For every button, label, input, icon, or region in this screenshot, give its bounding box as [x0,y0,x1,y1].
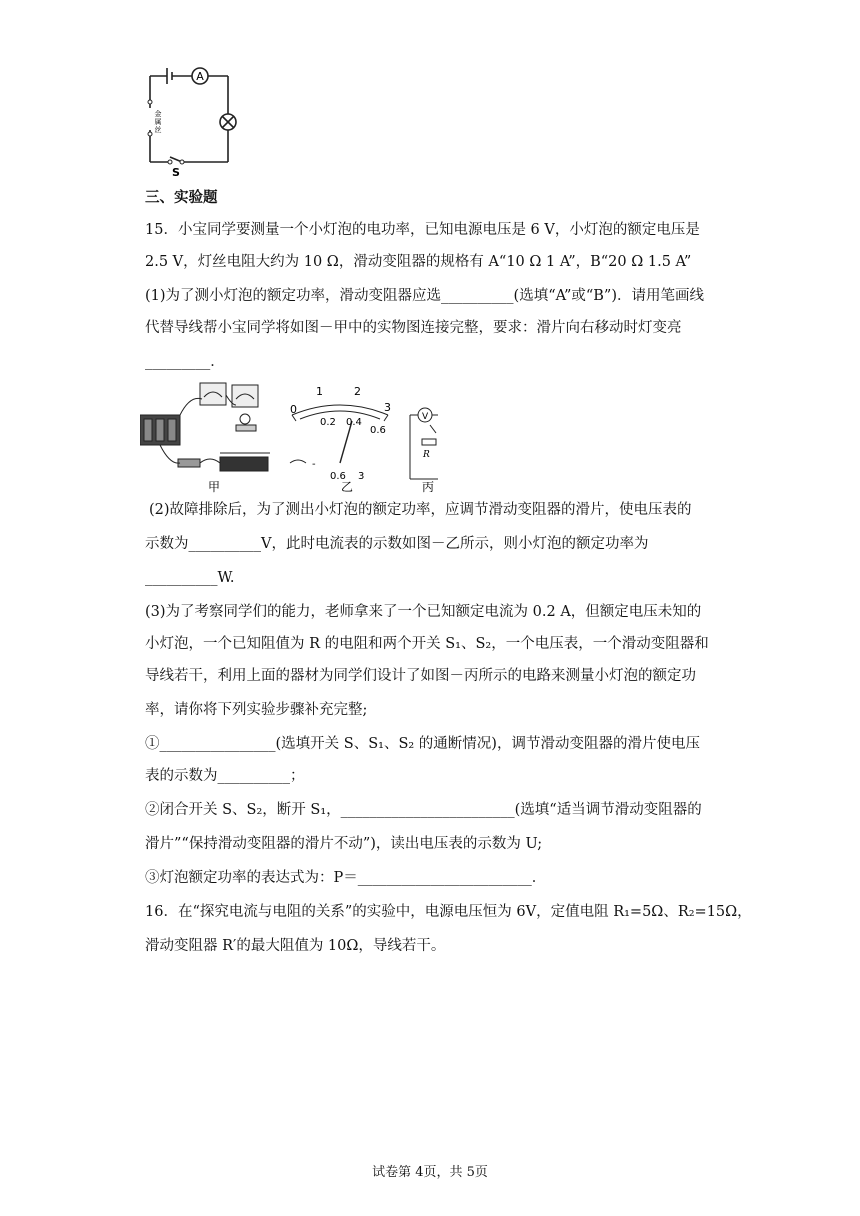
q15-line-2: 2.5 V，灯丝电阻大约为 10 Ω，滑动变阻器的规格有 A“10 Ω 1 A”，B“20 Ω 1.5 A” [145,254,692,270]
svg-text:0.6: 0.6 [330,471,346,482]
q15-line-10: 小灯泡，一个已知阻值为 R 的电阻和两个开关 S₁、S₂，一个电压表，一个滑动变阻器和 [145,636,709,652]
svg-text:R: R [423,450,430,460]
label-bing: 丙 [421,480,435,494]
svg-text:属: 属 [154,118,162,126]
q15-line-9: (3)为了考察同学们的能力，老师拿来了一个已知额定电流为 0.2 A，但额定电压未知的 [145,604,702,620]
q16-line-2: 滑动变阻器 R′的最大阻值为 10Ω，导线若干。 [145,938,446,954]
q15-line-15: ②闭合开关 S、S₂，断开 S₁，________________________(选填“适当调节滑动变阻器的 [145,802,702,818]
svg-text:3: 3 [358,471,365,482]
svg-text:0: 0 [290,403,297,416]
page-footer: 试卷第 4页，共 5页 [372,1165,488,1180]
svg-text:0.4: 0.4 [346,417,362,428]
q15-line-1: 15．小宝同学要测量一个小灯泡的电功率，已知电源电压是 6 V，小灯泡的额定电压是 [145,222,700,238]
svg-text:0.2: 0.2 [320,417,336,428]
switch-label: S [172,166,180,178]
svg-text:金: 金 [154,110,162,118]
figure-jia-apparatus [140,383,270,471]
q15-line-12: 率，请你将下列实验步骤补充完整; [145,702,368,718]
q15-line-13: ①________________(选填开关 S、S₁、S₂ 的通断情况)，调节滑动变阻器的滑片使电压 [145,736,700,752]
experiment-figures [140,375,440,497]
svg-text:丝: 丝 [154,126,162,134]
circuit-diagram-metal-wire [140,64,240,178]
label-jia: 甲 [207,480,221,494]
svg-text:-: - [312,459,316,470]
svg-text:1: 1 [316,385,323,398]
q15-line-7: 示数为__________V，此时电流表的示数如图－乙所示，则小灯泡的额定功率为 [145,536,649,552]
q16-line-1: 16．在“探究电流与电阻的关系”的实验中，电源电压恒为 6V，定值电阻 R₁=5Ω、R₂=15Ω， [145,904,752,920]
svg-text:V: V [422,412,429,422]
q15-line-11: 导线若干，利用上面的器材为同学们设计了如图－丙所示的电路来测量小灯泡的额定功 [145,668,696,684]
label-yi: 乙 [340,480,354,494]
q15-line-5: _________． [145,354,225,370]
svg-text:3: 3 [384,401,391,414]
svg-text:0.6: 0.6 [370,425,386,436]
q15-line-8: __________W. [145,570,235,586]
q15-line-14: 表的示数为__________； [145,768,305,784]
q15-line-4: 代替导线帮小宝同学将如图－甲中的实物图连接完整，要求：滑片向右移动时灯变亮 [145,320,682,336]
q15-line-16: 滑片”“保持滑动变阻器的滑片不动”)，读出电压表的示数为 U; [145,836,543,852]
ammeter-label: A [196,70,204,83]
svg-text:2: 2 [354,385,361,398]
q15-line-3: (1)为了测小灯泡的额定功率，滑动变阻器应选__________(选填“A”或“B”)．请用笔画线 [145,288,704,304]
q15-line-6: (2)故障排除后，为了测出小灯泡的额定功率，应调节滑动变阻器的滑片，使电压表的 [149,502,692,518]
q15-line-17: ③灯泡额定功率的表达式为：P＝________________________． [145,870,547,886]
section-title: 三、实验题 [145,190,218,206]
